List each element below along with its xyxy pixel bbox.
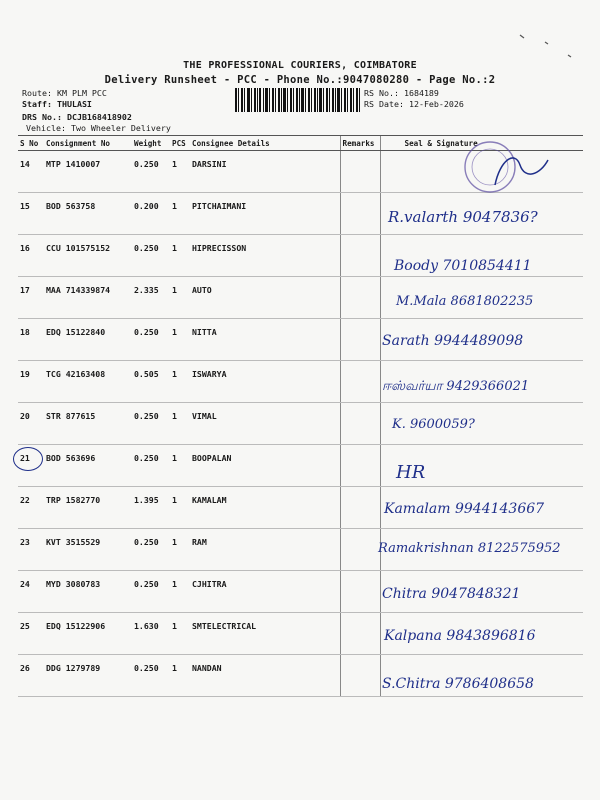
pcs-cell: 1 xyxy=(170,151,190,193)
consignment-cell: EDQ 15122840 xyxy=(44,319,132,361)
consignment-cell: TCG 42163408 xyxy=(44,361,132,403)
consignee-cell: NITTA xyxy=(190,319,340,361)
table-header-row xyxy=(18,136,583,151)
remarks-cell xyxy=(340,361,380,403)
signature-cell xyxy=(380,529,583,571)
consignee-cell: RAM xyxy=(190,529,340,571)
weight-cell: 0.250 xyxy=(132,319,170,361)
route-label: Route: KM PLM PCC xyxy=(22,88,107,98)
consignment-cell: KVT 3515529 xyxy=(44,529,132,571)
handwriting-17: M.Mala 8681802235 xyxy=(396,294,534,309)
weight-cell: 2.335 xyxy=(132,277,170,319)
signature-cell xyxy=(380,319,583,361)
table-row xyxy=(18,445,583,487)
sno-cell: 25 xyxy=(18,613,44,655)
signature-cell xyxy=(380,361,583,403)
table-row xyxy=(18,151,583,193)
remarks-cell xyxy=(340,403,380,445)
remarks-cell xyxy=(340,151,380,193)
pcs-cell: 1 xyxy=(170,319,190,361)
sno-cell: 16 xyxy=(18,235,44,277)
weight-cell: 1.395 xyxy=(132,487,170,529)
handwriting-22: Kamalam 9944143667 xyxy=(384,501,545,517)
table-row xyxy=(18,613,583,655)
consignment-cell: STR 877615 xyxy=(44,403,132,445)
handwriting-24: Chitra 9047848321 xyxy=(382,586,521,602)
pcs-cell: 1 xyxy=(170,487,190,529)
consignment-cell: DDG 1279789 xyxy=(44,655,132,697)
consignment-cell: BOD 563696 xyxy=(44,445,132,487)
pcs-cell: 1 xyxy=(170,529,190,571)
table-row xyxy=(18,319,583,361)
handwriting-23: Ramakrishnan 8122575952 xyxy=(378,541,561,556)
col-weight: Weight xyxy=(132,136,170,151)
sno-cell: 14 xyxy=(18,151,44,193)
table-row xyxy=(18,571,583,613)
consignment-cell: MYD 3080783 xyxy=(44,571,132,613)
col-remarks: Remarks xyxy=(340,136,380,151)
pcs-cell: 1 xyxy=(170,571,190,613)
staff-label: Staff: THULASI xyxy=(22,99,92,109)
consignee-cell: VIMAL xyxy=(190,403,340,445)
consignee-cell: AUTO xyxy=(190,277,340,319)
signature-cell xyxy=(380,403,583,445)
sno-cell: 22 xyxy=(18,487,44,529)
barcode-image xyxy=(235,88,360,112)
vehicle-label: Vehicle: Two Wheeler Delivery xyxy=(26,123,171,133)
handwriting-19: ஈஸ்வர்யா 9429366021 xyxy=(382,379,530,394)
weight-cell: 0.250 xyxy=(132,151,170,193)
table-row xyxy=(18,277,583,319)
signature-cell xyxy=(380,571,583,613)
table-row xyxy=(18,361,583,403)
col-consignee: Consignee Details xyxy=(190,136,340,151)
col-pcs: PCS xyxy=(170,136,190,151)
table-row xyxy=(18,403,583,445)
remarks-cell xyxy=(340,193,380,235)
sno-cell: 18 xyxy=(18,319,44,361)
consignee-cell: DARSINI xyxy=(190,151,340,193)
pcs-cell: 1 xyxy=(170,655,190,697)
pcs-cell: 1 xyxy=(170,445,190,487)
sno-cell: 26 xyxy=(18,655,44,697)
remarks-cell xyxy=(340,655,380,697)
consignment-cell: TRP 1582770 xyxy=(44,487,132,529)
consignee-cell: SMTELECTRICAL xyxy=(190,613,340,655)
col-consignment: Consignment No xyxy=(44,136,132,151)
signature-cell xyxy=(380,151,583,193)
sno-cell: 15 xyxy=(18,193,44,235)
consignee-cell: BOOPALAN xyxy=(190,445,340,487)
weight-cell: 0.250 xyxy=(132,655,170,697)
table-row xyxy=(18,529,583,571)
consignee-cell: KAMALAM xyxy=(190,487,340,529)
sno-cell: 19 xyxy=(18,361,44,403)
handwriting-15: R.valarth 9047836? xyxy=(388,208,538,226)
consignee-cell: HIPRECISSON xyxy=(190,235,340,277)
signature-cell xyxy=(380,277,583,319)
weight-cell: 0.250 xyxy=(132,529,170,571)
signature-cell xyxy=(380,235,583,277)
sno-cell: 23 xyxy=(18,529,44,571)
signature-cell xyxy=(380,193,583,235)
consignment-cell: BOD 563758 xyxy=(44,193,132,235)
handwriting-25: Kalpana 9843896816 xyxy=(384,628,536,644)
remarks-cell xyxy=(340,529,380,571)
consignee-cell: NANDAN xyxy=(190,655,340,697)
consignment-cell: MAA 714339874 xyxy=(44,277,132,319)
handwriting-21: HR xyxy=(396,462,426,483)
weight-cell: 0.250 xyxy=(132,445,170,487)
consignment-cell: CCU 101575152 xyxy=(44,235,132,277)
weight-cell: 0.250 xyxy=(132,235,170,277)
consignee-cell: CJHITRA xyxy=(190,571,340,613)
consignee-cell: ISWARYA xyxy=(190,361,340,403)
pcs-cell: 1 xyxy=(170,277,190,319)
table-row xyxy=(18,487,583,529)
pcs-cell: 1 xyxy=(170,403,190,445)
sno-cell: 17 xyxy=(18,277,44,319)
runsheet-subtitle: Delivery Runsheet - PCC - Phone No.:9047080280 - Page No.:2 xyxy=(104,74,496,86)
runsheet-table xyxy=(18,136,583,697)
weight-cell: 1.630 xyxy=(132,613,170,655)
signature-cell xyxy=(380,613,583,655)
remarks-cell xyxy=(340,571,380,613)
remarks-cell xyxy=(340,487,380,529)
handwriting-20: K. 9600059? xyxy=(392,417,475,432)
remarks-cell xyxy=(340,235,380,277)
table-row xyxy=(18,235,583,277)
weight-cell: 0.505 xyxy=(132,361,170,403)
col-sno: S No xyxy=(18,136,44,151)
sno-cell: 21 xyxy=(18,445,44,487)
sno-cell: 20 xyxy=(18,403,44,445)
remarks-cell xyxy=(340,613,380,655)
table-row xyxy=(18,655,583,697)
weight-cell: 0.200 xyxy=(132,193,170,235)
signature-cell xyxy=(380,487,583,529)
remarks-cell xyxy=(340,277,380,319)
signature-cell xyxy=(380,445,583,487)
col-signature: Seal & Signature xyxy=(380,136,583,151)
pcs-cell: 1 xyxy=(170,235,190,277)
circled-row-marker xyxy=(13,447,43,471)
signature-cell xyxy=(380,655,583,697)
sno-cell: 24 xyxy=(18,571,44,613)
rs-date: RS Date: 12-Feb-2026 xyxy=(364,99,464,109)
weight-cell: 0.250 xyxy=(132,571,170,613)
table-row xyxy=(18,193,583,235)
handwriting-18: Sarath 9944489098 xyxy=(382,333,524,349)
pcs-cell: 1 xyxy=(170,193,190,235)
rs-number: RS No.: 1684189 xyxy=(364,88,439,98)
consignee-cell: PITCHAIMANI xyxy=(190,193,340,235)
pcs-cell: 1 xyxy=(170,613,190,655)
handwriting-16: Boody 7010854411 xyxy=(394,258,532,274)
remarks-cell xyxy=(340,445,380,487)
remarks-cell xyxy=(340,319,380,361)
drs-number: DRS No.: DCJB168418902 xyxy=(22,112,132,122)
company-title: THE PROFESSIONAL COURIERS, COIMBATORE xyxy=(183,60,417,71)
pcs-cell: 1 xyxy=(170,361,190,403)
weight-cell: 0.250 xyxy=(132,403,170,445)
consignment-cell: MTP 1410007 xyxy=(44,151,132,193)
consignment-cell: EDQ 15122906 xyxy=(44,613,132,655)
handwriting-26: S.Chitra 9786408658 xyxy=(382,676,534,692)
